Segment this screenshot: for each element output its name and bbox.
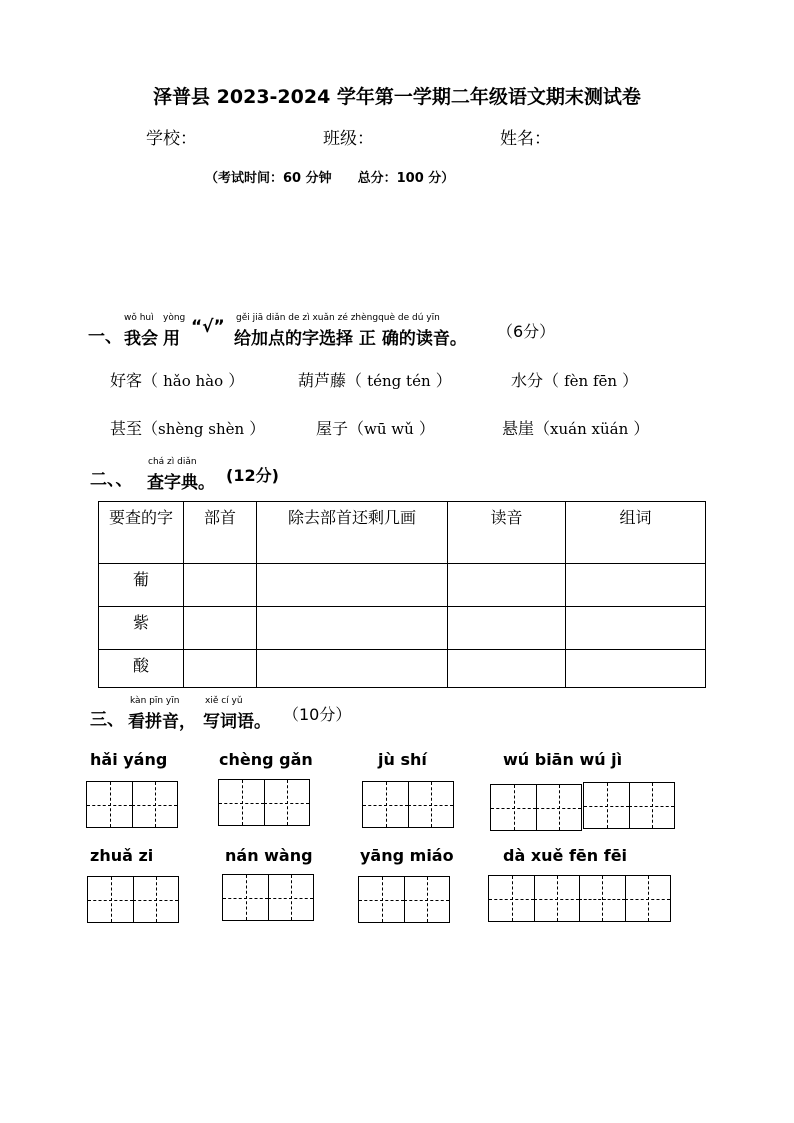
answer-cell[interactable]: [566, 607, 706, 650]
pinyin-prompt: wú biān wú jì: [503, 750, 623, 769]
table-row: [99, 650, 706, 688]
writing-grid[interactable]: [358, 876, 450, 923]
row-character: 酸: [99, 650, 184, 688]
section2-score: (12分): [226, 466, 279, 485]
answer-cell[interactable]: [257, 564, 448, 607]
section3-title-1: 看拼音，: [128, 712, 196, 732]
writing-grid[interactable]: [490, 784, 582, 831]
section2-number: 二、、: [90, 470, 133, 490]
q1-item-5: 屋子（wū wǔ ）: [316, 419, 435, 438]
q1-item-2: 葫芦藤（ téng tén ）: [298, 371, 452, 390]
section3-number: 三、: [90, 710, 124, 730]
section2-pinyin: chá zì diǎn: [148, 457, 197, 467]
writing-grid[interactable]: [222, 874, 314, 921]
section3-pinyin-2: xiě cí yǔ: [205, 696, 243, 706]
section1-pinyin-1: wǒ huì: [124, 313, 154, 323]
section1-number: 一、: [88, 327, 122, 347]
pinyin-prompt: jù shí: [378, 750, 427, 769]
writing-grid[interactable]: [583, 782, 675, 829]
section1-title-1: 我会: [124, 329, 158, 349]
pinyin-prompt: yāng miáo: [360, 846, 454, 865]
answer-cell[interactable]: [448, 650, 566, 688]
q1-item-1: 好客（ hǎo hào ）: [110, 371, 245, 390]
row-character: 紫: [99, 607, 184, 650]
pinyin-prompt: hǎi yáng: [90, 750, 168, 769]
answer-cell[interactable]: [184, 564, 257, 607]
table-row: [99, 564, 706, 607]
table-header: 部首: [184, 502, 257, 564]
answer-cell[interactable]: [257, 650, 448, 688]
table-header: 除去部首还剩几画: [257, 502, 448, 564]
table-header-row: [99, 502, 706, 564]
writing-grid[interactable]: [488, 875, 671, 922]
pinyin-prompt: zhuǎ zi: [90, 846, 154, 865]
answer-cell[interactable]: [566, 564, 706, 607]
answer-cell[interactable]: [184, 650, 257, 688]
section1-pinyin-4: gěi jiā diǎn de zì xuǎn zé zhèngquè de dú yīn: [236, 313, 440, 323]
answer-cell[interactable]: [257, 607, 448, 650]
table-header: 读音: [448, 502, 566, 564]
page-title: 泽普县 2023-2024 学年第一学期二年级语文期末测试卷: [153, 86, 641, 108]
section1-title-3: “√”: [191, 317, 225, 337]
section1-title-2: 用: [163, 329, 180, 349]
answer-cell[interactable]: [448, 564, 566, 607]
writing-grid[interactable]: [87, 876, 179, 923]
section1-title-4: 给加点的字选择 正 确的读音。: [234, 329, 467, 349]
row-character: 葡: [99, 564, 184, 607]
table-row: [99, 607, 706, 650]
dictionary-table: [98, 501, 706, 688]
class-label: 班级：: [323, 129, 374, 149]
q1-item-4: 甚至（shèng shèn ）: [110, 419, 266, 438]
answer-cell[interactable]: [184, 607, 257, 650]
school-label: 学校：: [146, 129, 197, 149]
section1-score: （6分）: [497, 322, 556, 341]
answer-cell[interactable]: [448, 607, 566, 650]
pinyin-prompt: dà xuě fēn fēi: [503, 846, 628, 865]
section2-title: 查字典。: [147, 473, 215, 493]
pinyin-prompt: chèng gǎn: [219, 750, 313, 769]
table-header: 要查的字: [99, 502, 184, 564]
answer-cell[interactable]: [566, 650, 706, 688]
name-label: 姓名：: [500, 129, 551, 149]
section3-pinyin-1: kàn pīn yīn: [130, 696, 180, 706]
writing-grid[interactable]: [218, 779, 310, 826]
q1-item-3: 水分（ fèn fēn ）: [511, 371, 639, 390]
section3-title-2: 写词语。: [203, 712, 271, 732]
table-header: 组词: [566, 502, 706, 564]
section3-score: （10分）: [283, 705, 352, 724]
writing-grid[interactable]: [86, 781, 178, 828]
q1-item-6: 悬崖（xuán xüán ）: [502, 419, 650, 438]
writing-grid[interactable]: [362, 781, 454, 828]
pinyin-prompt: nán wàng: [225, 846, 313, 865]
exam-time-info: （考试时间：60 分钟 总分：100 分）: [205, 171, 455, 186]
section1-pinyin-2: yòng: [163, 313, 186, 323]
